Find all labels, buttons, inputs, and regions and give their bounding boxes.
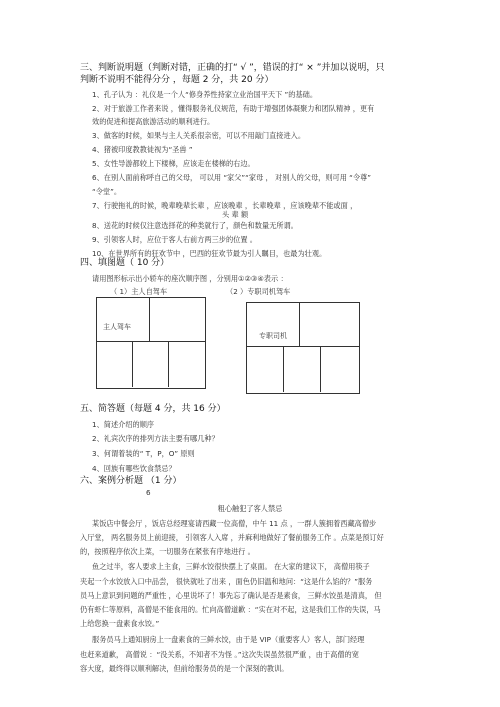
diagram-1-rear-divider-left	[132, 341, 133, 387]
case-paragraph-2-line-1: 鱼之过半，客人要求上主食，三鲜水饺很快摆上了桌面。 在大家的建议下， 高僧用筷子	[92, 562, 370, 571]
case-paragraph-3-line-1: 服务员马上通知厨房上一盘素食的三鲜水饺，由于是 VIP（重要客人）客人，部门经理	[92, 635, 365, 644]
fill-diagram-instruction: 请用图形标示出小轿车的座次顺序图 ，分别用①②③④表示 ：	[92, 274, 288, 283]
judgement-q10: 10、在世界所有的狂欢节中 ，巴西的狂欢节最为引人瞩目，也最为壮观。	[92, 249, 327, 258]
section-4-heading: 四、填图题（ 10 分）	[80, 258, 170, 268]
short-answer-q2: 2、礼宾次序的排列方法主要有哪几种？	[92, 434, 219, 443]
case-paragraph-2-line-4: 仍有虾仁等原料，高僧是不能食用的。忙向高僧道歉 ：“实在对不起，这是我们工作的失误，马	[80, 605, 381, 614]
diagram-1-row-divider	[96, 341, 205, 342]
judgement-q2-line-1: 2、对于旅游工作者来说 ，懂得服务礼仪规范，有助于增强团体凝聚力和团队精神 ，更有	[92, 104, 375, 113]
diagram-1-driver-seat-label: 主人驾车	[103, 323, 131, 331]
case-paragraph-1-line-1: 某饭店中餐会厅 ，饭店总经理宴请西藏一位高僧，中午 11 点 ，一群人簇拥着西藏高僧步	[92, 519, 377, 528]
diagram-2-front-divider	[299, 302, 300, 346]
judgement-q2-line-2: 效的促进和提高旅游活动的顺利进行。	[92, 117, 215, 126]
section-5-heading: 五、简答题（每题 4 分，共 16 分）	[80, 404, 226, 414]
judgement-q4: 4、猪被印度教教徒视为“圣兽 ”	[92, 145, 193, 154]
section-3-heading-line-2: 判断不说明不能得分分 ，每题 2 分，共 20 分）	[80, 75, 274, 85]
diagram-1-caption: （ 1）主人自驾车	[110, 287, 168, 296]
car-seating-diagram-chauffeur	[246, 302, 360, 394]
diagram-2-driver-seat-label: 专职司机	[259, 332, 287, 340]
case-paragraph-3-line-3: 容大度，最终得以顺利解决，但前给服务员的是一个深刻的教训。	[80, 664, 289, 673]
section-6-heading: 六、案例分析题 （1 分）	[80, 476, 182, 486]
short-answer-q1: 1、简述介绍的顺序	[92, 420, 155, 429]
judgement-q5: 5、女性导游都较上下楼梯，应该走在楼梯的右边。	[92, 159, 255, 168]
section-6-score-note: 6	[146, 488, 151, 497]
car-seating-diagram-owner	[96, 297, 206, 389]
case-paragraph-1-line-2: 入厅堂， 两名服务员上前迎接， 引领客人入席 ，并麻利地做好了餐前服务工作 。点菜是预订好	[80, 533, 384, 542]
judgement-q6-line-1: 6、在别人面前称呼自己的父母， 可以用 “家父”“家母 ， 对别人的父母，则可用 “令尊”	[92, 173, 371, 182]
case-paragraph-1-line-3: 的，按照程序依次上菜，一切服务在紧张有序地进行 。	[80, 547, 255, 556]
case-paragraph-3-line-2: 也赶来道歉， 高僧说 ：“没关系，不知者不为怪 。”这次失误虽然很严重 ，由于高僧的宽	[80, 650, 359, 659]
diagram-2-row-divider	[246, 346, 359, 347]
diagram-2-rear-divider-left	[283, 346, 284, 392]
judgement-q3: 3、做客的时候，如果与主人关系很亲密，可以不用敲门直接进入。	[92, 131, 306, 140]
diagram-1-front-divider	[149, 297, 150, 341]
case-paragraph-2-line-3: 员马上意识到问题的严重性 ，心里说坏了！事先忘了确认是否是素食， 三鲜水饺虽是清真， 但	[80, 591, 382, 600]
diagram-2-caption: （2 ）专职司机驾车	[226, 287, 291, 296]
diagram-1-rear-divider-right	[168, 341, 169, 387]
case-paragraph-2-line-2: 夹起一个水饺放入口中品尝， 很快就吐了出来 ，面色仍旧温和地问：“这是什么馅的？”服务	[80, 577, 373, 586]
judgement-q6-line-2: “令堂”。	[92, 187, 122, 196]
short-answer-q4: 4、回族有哪些饮食禁忌？	[92, 464, 176, 473]
short-answer-q3: 3、何谓着装的“ T，P，O” 原则	[92, 449, 195, 458]
judgement-q7-line-1: 7、行驶拖礼的时候，晚辈晚辈长辈 ，应该晚辈 ，长辈晚辈 ，应该晚辈不能或面 ，	[92, 201, 358, 210]
case-title: 粗心触犯了客人禁忌	[217, 504, 283, 513]
judgement-q8: 8、送花的时候仅注意选择花的种类就行了，颜色和数量无所谓。	[92, 221, 298, 230]
section-3-heading-line-1: 三、判断说明题（判断对错，正确的打“ √ ”，错误的打“ × ”并加以说明，只	[80, 63, 385, 73]
judgement-q9: 9、引领客人时，应位于客人右前方两三步的位置 。	[92, 235, 257, 244]
judgement-q7-line-2: 头 辈 额	[222, 210, 249, 219]
judgement-q1: 1、孔子认为 ：礼仪是一个人“修身养性持家立业治国平天下 ”的基础。	[92, 90, 318, 99]
diagram-2-rear-divider-right	[320, 346, 321, 392]
case-paragraph-2-line-5: 上给您换一盘素食水饺。”	[80, 619, 160, 628]
